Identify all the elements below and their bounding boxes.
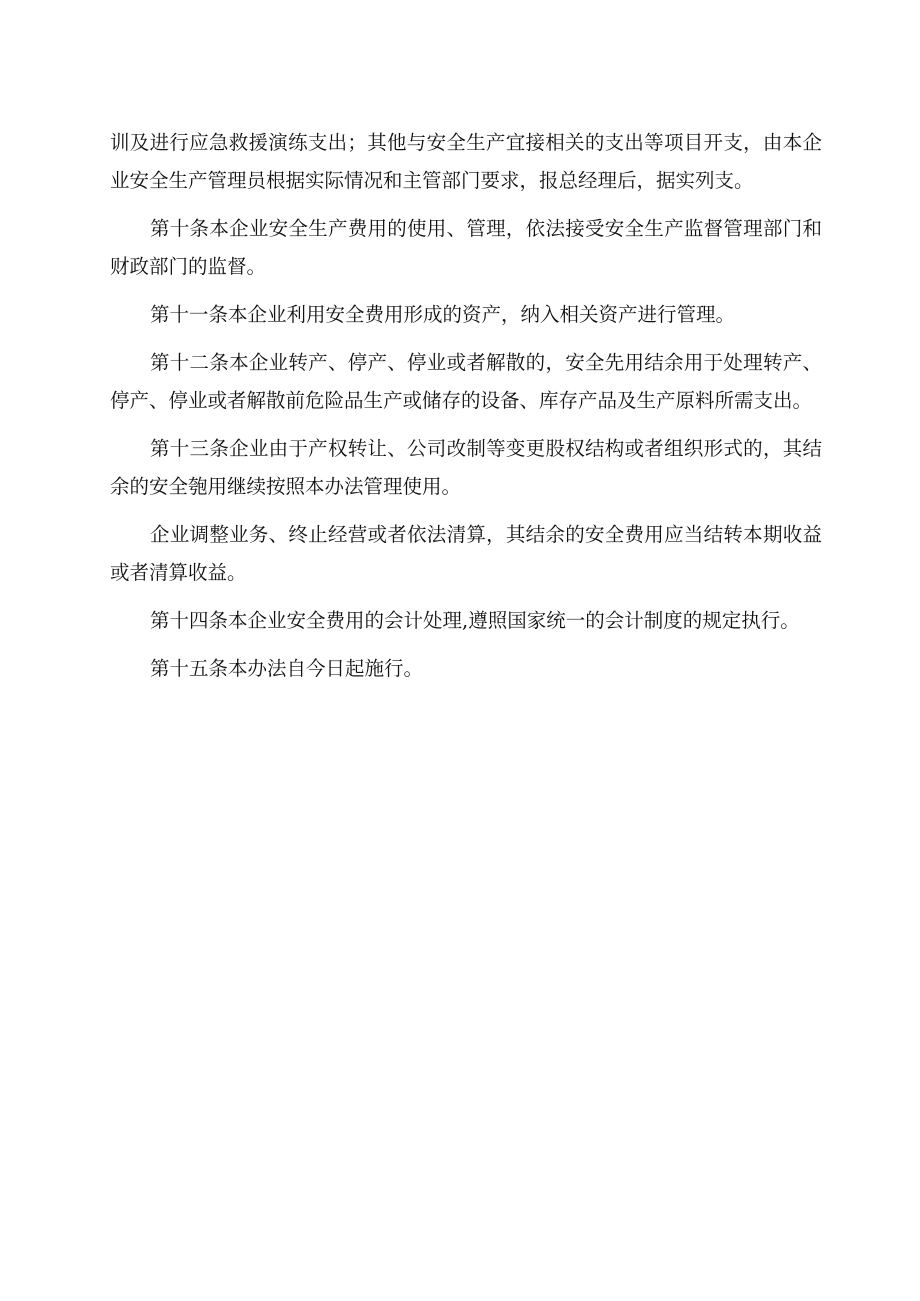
document-body <box>110 124 822 698</box>
paragraph-article-11: 第十一条本企业利用安全费用形成的资产，纳入相关资产进行管理。 <box>150 303 736 326</box>
paragraph-article-10: 第十条本企业安全生产费用的使用、管理，依法接受安全生产监督管理部门和财政部门的监督。 <box>110 217 822 278</box>
paragraph-article-15: 第十五条本办法自今日起施行。 <box>150 657 424 680</box>
paragraph-continued: 训及进行应急救援演练支出；其他与安全生产宜接相关的支出等项目开支，由本企业安全生产管理员根据实际情况和主管部门要求，报总经理后，据实列支。 <box>110 131 822 192</box>
paragraph-article-12: 第十二条本企业转产、停产、停业或者解散的，安全先用结余用于处理转产、停产、停业或者解散前危险品生产或储存的设备、库存产品及生产原料所需支出。 <box>110 351 822 412</box>
paragraph-article-13-continued: 企业调整业务、终止经营或者依法清算，其结余的安全费用应当结转本期收益或者清算收益。 <box>110 523 822 584</box>
paragraph-article-14: 第十四条本企业安全费用的会计处理,遵照国家统一的会计制度的规定执行。 <box>150 609 800 632</box>
paragraph-article-13: 第十三条企业由于产权转让、公司改制等变更股权结构或者组织形式的，其结余的安全匏用继续按照本办法管理使用。 <box>110 437 822 498</box>
